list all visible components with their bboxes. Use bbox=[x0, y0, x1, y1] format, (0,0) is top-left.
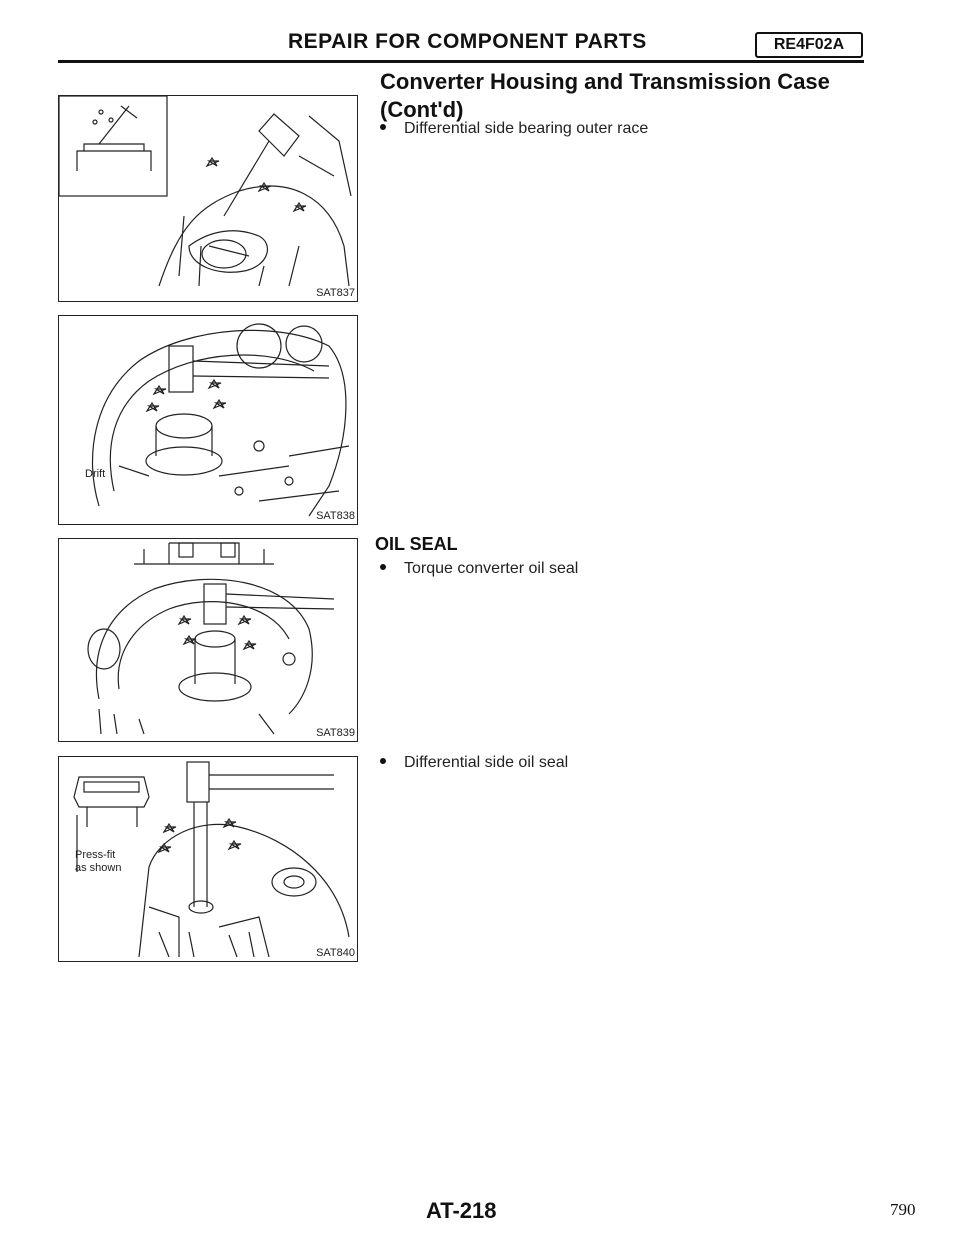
page-reference: AT-218 bbox=[426, 1198, 497, 1223]
bullet-item bbox=[380, 120, 648, 138]
press-fit-label-line2: as shown bbox=[75, 862, 122, 874]
bullet-item bbox=[380, 560, 578, 578]
page-header-title: REPAIR FOR COMPONENT PARTS bbox=[288, 30, 647, 53]
bullet-item bbox=[380, 754, 568, 772]
bullet-text: Torque converter oil seal bbox=[404, 560, 579, 577]
subsection-heading: OIL SEAL bbox=[375, 534, 458, 554]
page-number: 790 bbox=[890, 1200, 916, 1219]
model-code-badge: RE4F02A bbox=[755, 32, 863, 58]
bullet-text: Differential side bearing outer race bbox=[404, 120, 649, 137]
figure-sat837 bbox=[58, 95, 358, 302]
header-divider bbox=[58, 60, 864, 63]
drift-label: Drift bbox=[85, 468, 106, 480]
bullet-dot-icon bbox=[380, 564, 386, 570]
figure-code: SAT839 bbox=[316, 727, 355, 739]
figure-code: SAT837 bbox=[316, 287, 355, 299]
figure-code: SAT840 bbox=[316, 947, 355, 959]
torque-converter-seal-illustration bbox=[59, 539, 357, 741]
drift-illustration bbox=[59, 316, 357, 524]
figure-sat840 bbox=[58, 756, 358, 962]
bullet-text: Differential side oil seal bbox=[404, 754, 569, 771]
bullet-dot-icon bbox=[380, 758, 386, 764]
figure-sat838 bbox=[58, 315, 358, 525]
bearing-race-illustration bbox=[59, 96, 357, 301]
figure-sat839 bbox=[58, 538, 358, 742]
press-fit-label-line1: Press-fit bbox=[75, 849, 116, 861]
bullet-dot-icon bbox=[380, 124, 386, 130]
section-title: Converter Housing and Transmission Case (Cont'd) bbox=[380, 69, 830, 122]
figure-code: SAT838 bbox=[316, 510, 355, 522]
